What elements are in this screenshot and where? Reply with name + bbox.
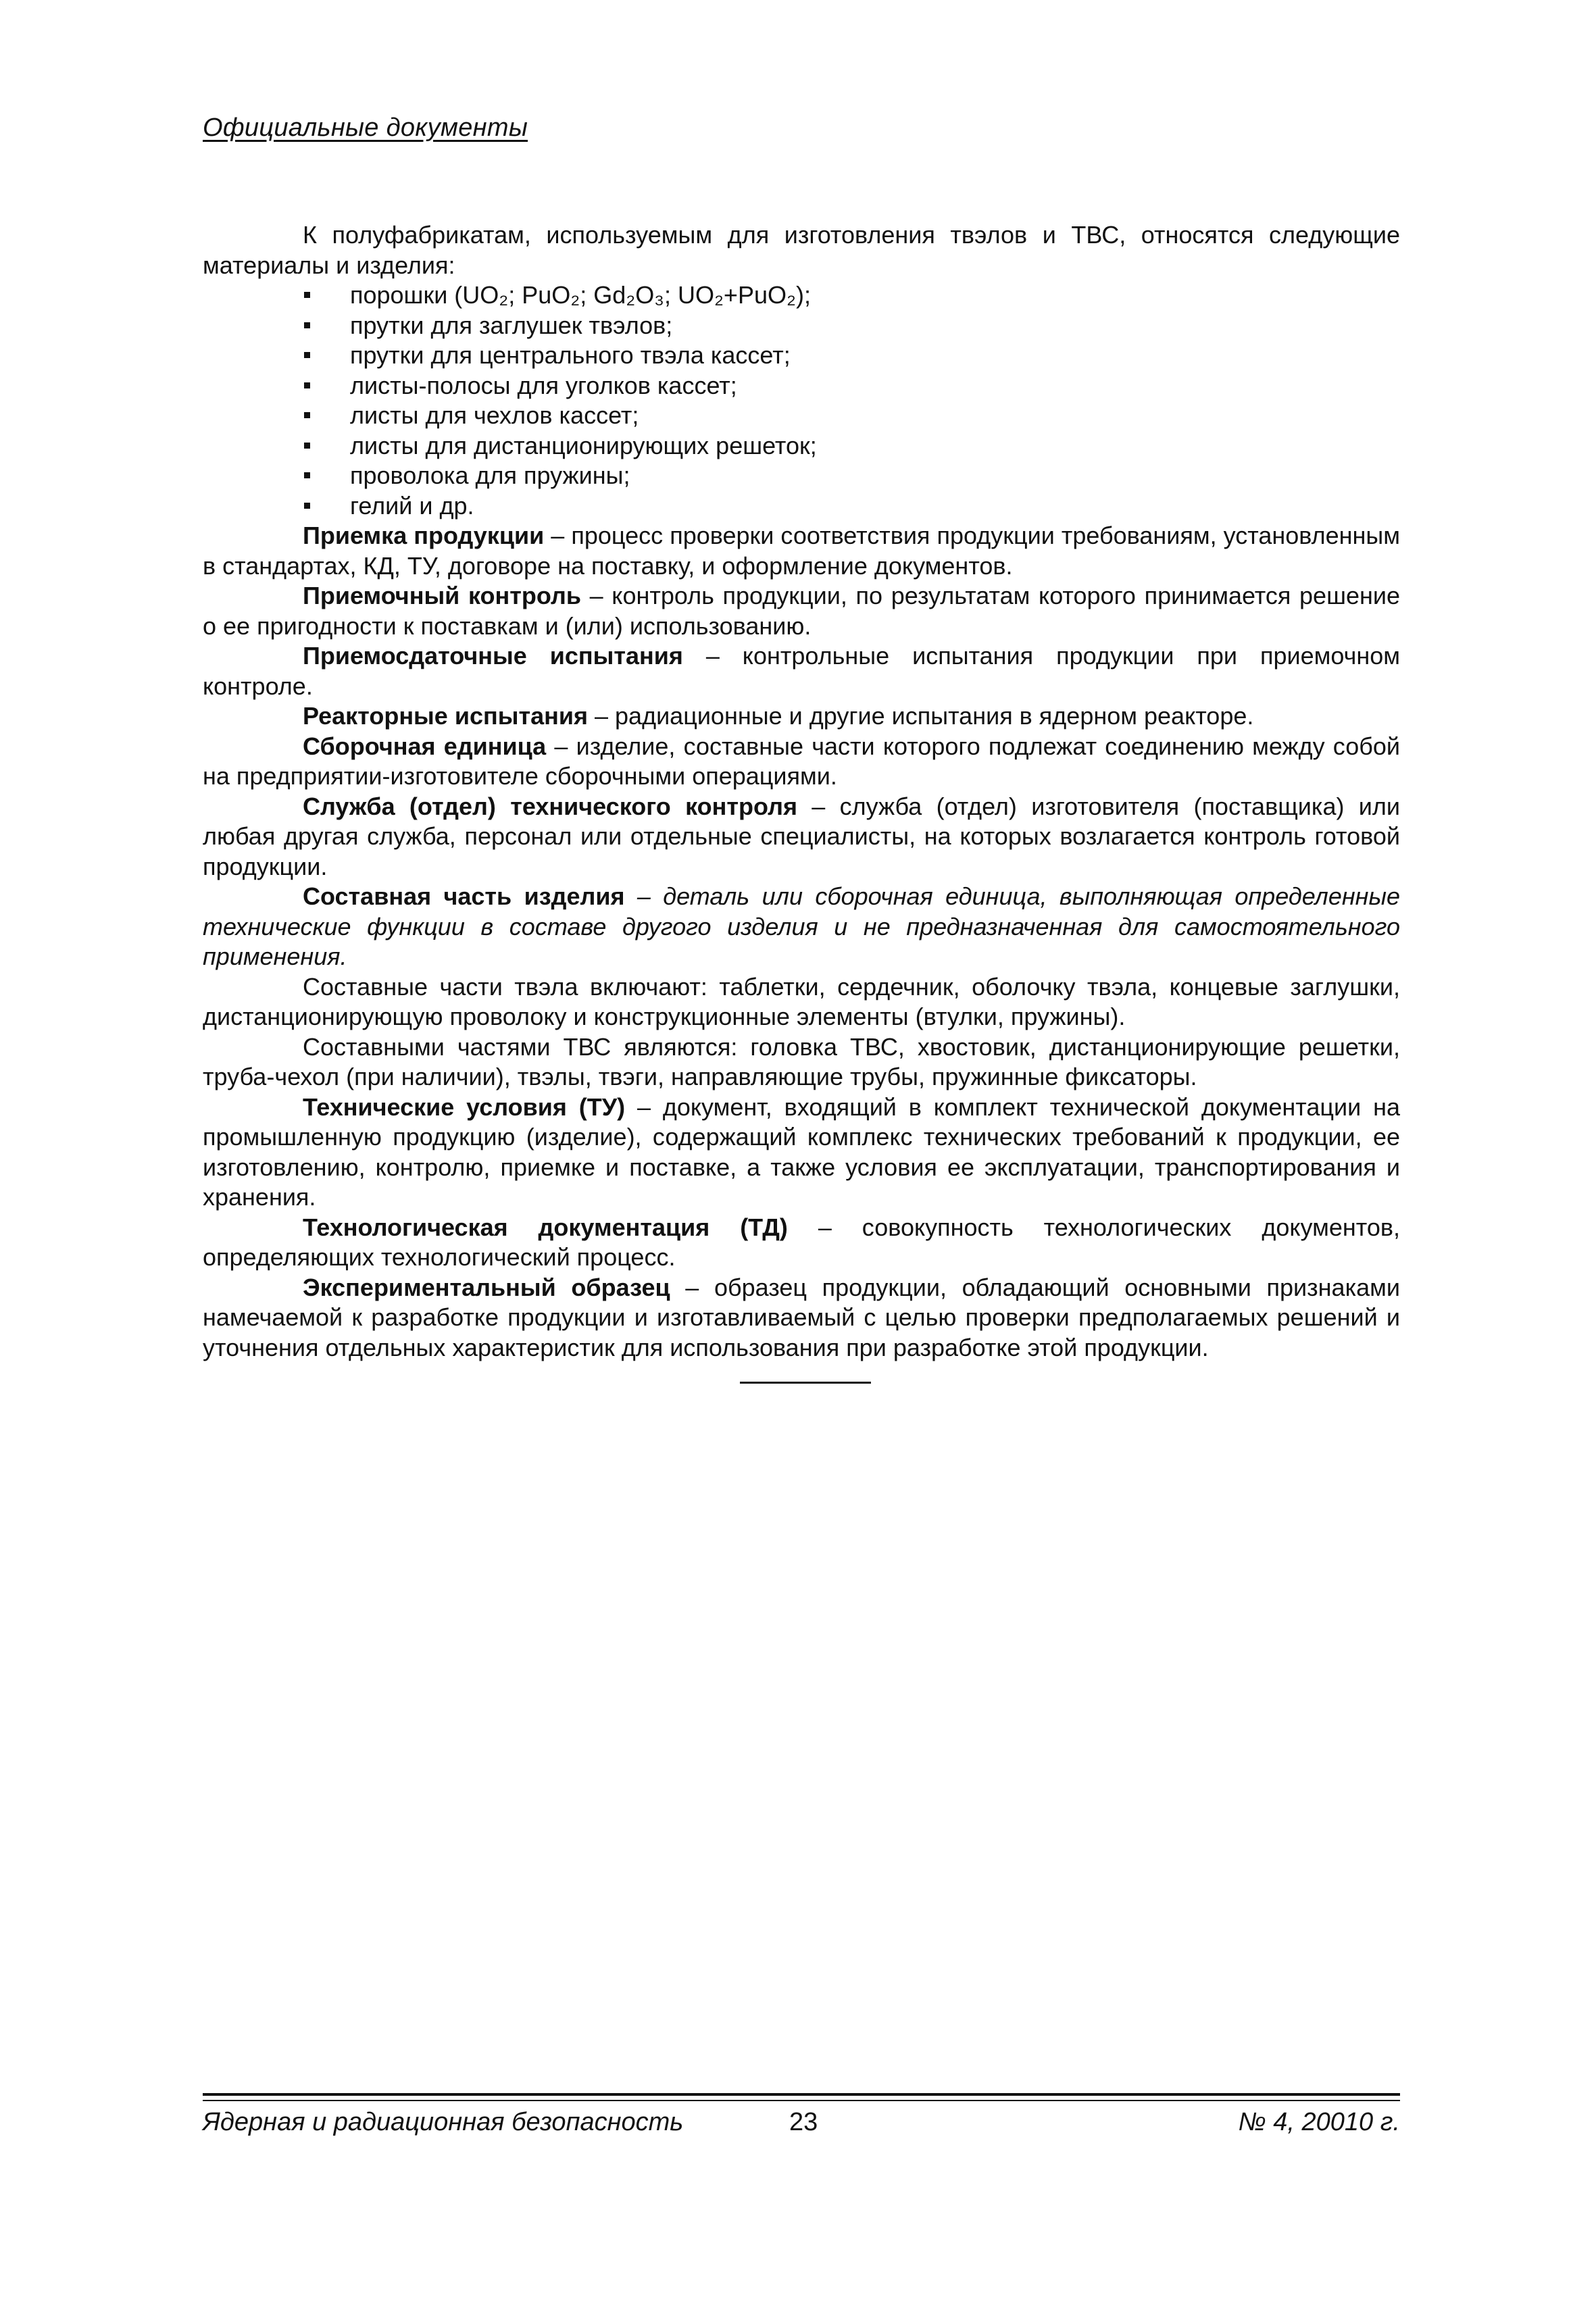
bullet-icon <box>304 443 310 449</box>
issue-number: № 4, 20010 г. <box>1238 2108 1400 2136</box>
footer-divider <box>203 2093 1400 2096</box>
footer-divider-thin <box>203 2100 1400 2101</box>
bullet-icon <box>304 322 310 328</box>
section-header: Официальные документы <box>203 114 528 142</box>
definition-text: – контроль продукции, по результатам которого принимается решение о ее пригодности к поставкам и (или) использованию. <box>203 582 1400 640</box>
list-item: порошки (UO₂; PuO₂; Gd₂O₃; UO₂+PuO₂); <box>203 280 1400 311</box>
definition-text: – контрольные испытания продукции при приемочном контроле. <box>203 642 1400 700</box>
page-footer <box>203 2108 1400 2148</box>
list-item: прутки для заглушек твэлов; <box>203 311 1400 341</box>
definition-paragraph <box>203 1273 1400 1363</box>
definition-term: Технические условия (ТУ) <box>303 1092 626 1121</box>
fuel-rod-parts-paragraph: Составные части твэла включают: таблетки, сердечник, оболочку твэла, концевые заглушки, дистанционирующую проволоку и конструкционные элементы (втулки, пружины). <box>203 972 1400 1030</box>
page-number: 23 <box>789 2108 818 2136</box>
definition-term: Служба (отдел) технического контроля <box>303 792 797 820</box>
definition-text: – процесс проверки соответствия продукции требованиям, установленным в стандартах, КД, ТУ, договоре на поставку, и оформление документов. <box>203 522 1400 580</box>
materials-list <box>203 280 1400 521</box>
definition-term: Приемочный контроль <box>303 582 581 609</box>
journal-title: Ядерная и радиационная безопасность <box>203 2108 684 2136</box>
list-item: проволока для пружины; <box>203 461 1400 491</box>
definition-term: Технологическая документация (ТД) <box>303 1213 788 1241</box>
definition-text: – документ, входящий в комплект технической документации на промышленную продукцию (изделие), содержащий комплекс технических требований к продукции, ее изготовлению, контролю, приемке и поставке, а также условия ее эксплуатации, транспортирования и хранения. <box>203 1092 1400 1211</box>
definition-term: Приемосдаточные испытания <box>303 642 683 670</box>
bullet-icon <box>304 352 310 358</box>
fa-parts-paragraph: Составными частями ТВС являются: головка ТВС, хвостовик, дистанционирующие решетки, труба-чехол (при наличии), твэлы, твэги, направляющие трубы, пружинные фиксаторы. <box>203 1032 1400 1090</box>
definition-paragraph <box>203 521 1400 581</box>
definition-text: – изделие, составные части которого подлежат соединению между собой на предприятии-изготовителе сборочными операциями. <box>203 732 1400 790</box>
definition-paragraph <box>203 1092 1400 1213</box>
definition-paragraph <box>203 1213 1400 1273</box>
end-divider <box>740 1382 871 1384</box>
definition-text: – служба (отдел) изготовителя (поставщика) или любая другая служба, персонал или отдельные специалисты, на которых возлагается контроль готовой продукции. <box>203 792 1400 880</box>
document-body <box>203 220 1400 1384</box>
list-item: листы-полосы для уголков кассет; <box>203 371 1400 401</box>
list-item: гелий и др. <box>203 491 1400 522</box>
bullet-icon <box>304 472 310 478</box>
definition-paragraph <box>203 882 1400 972</box>
definition-text: – деталь или сборочная единица, выполняющая определенные технические функции в составе другого изделия и не предназначенная для самостоятельного применения. <box>203 882 1400 970</box>
bullet-icon <box>304 412 310 418</box>
intro-paragraph: К полуфабрикатам, используемым для изготовления твэлов и ТВС, относятся следующие материалы и изделия: <box>203 221 1400 279</box>
definition-paragraph <box>203 581 1400 641</box>
definition-text: – образец продукции, обладающий основными признаками намечаемой к разработке продукции и изготавливаемый с целью проверки предполагаемых решений и уточнения отдельных характеристик для использования при разработке этой продукции. <box>203 1273 1400 1361</box>
definition-term: Экспериментальный образец <box>303 1273 670 1301</box>
definition-paragraph <box>203 701 1400 732</box>
definition-term: Реакторные испытания <box>303 702 588 730</box>
bullet-icon <box>304 503 310 509</box>
definition-term: Сборочная единица <box>303 732 547 760</box>
list-item: прутки для центрального твэла кассет; <box>203 341 1400 371</box>
bullet-icon <box>304 292 310 298</box>
definition-text: – совокупность технологических документов, определяющих технологический процесс. <box>203 1213 1400 1271</box>
definition-paragraph <box>203 641 1400 701</box>
definition-paragraph <box>203 732 1400 792</box>
definition-paragraph <box>203 792 1400 882</box>
bullet-icon <box>304 382 310 388</box>
list-item: листы для дистанционирующих решеток; <box>203 431 1400 461</box>
list-item: листы для чехлов кассет; <box>203 401 1400 431</box>
definition-term: Приемка продукции <box>303 522 545 549</box>
definition-term: Составная часть изделия <box>303 882 625 910</box>
definition-text: – радиационные и другие испытания в ядерном реакторе. <box>588 702 1254 730</box>
